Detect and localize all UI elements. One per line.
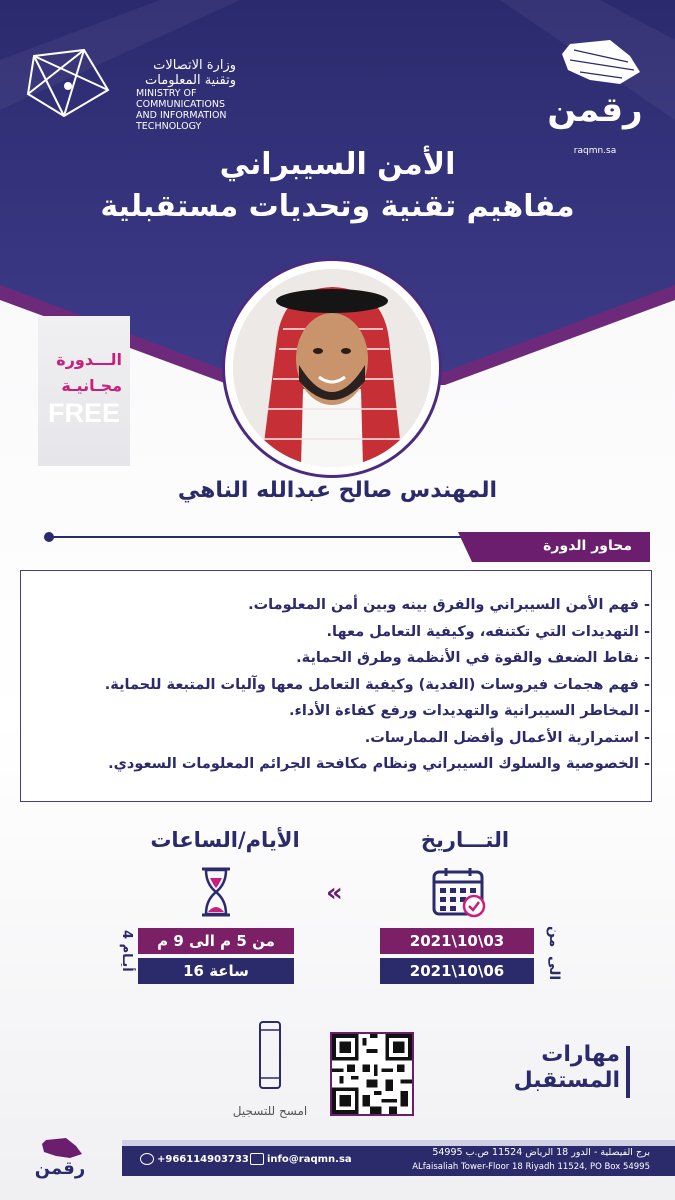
ministry-logo	[24, 46, 284, 132]
raqmn-site: raqmn.sa	[573, 146, 617, 156]
days-count-label: 4 أيـام	[119, 930, 134, 972]
raqmn-footer-wordmark: رقمن	[34, 1158, 86, 1179]
days-hours-heading: الأيام/الساعات	[150, 828, 300, 852]
slogan-bar	[626, 1046, 630, 1098]
date-to-pill: 2021\10\06	[380, 958, 534, 984]
free-badge-line2: مجـانيـة	[61, 376, 122, 395]
registration-qr-code[interactable]	[330, 1032, 414, 1116]
date-to-label: الى	[546, 956, 562, 981]
speaker-name: المهندس صالح عبدالله الناهي	[177, 478, 498, 503]
ministry-name-ar-2: وتقنية المعلومات	[145, 73, 236, 88]
free-badge	[38, 316, 130, 466]
mobile-phone-icon	[258, 1020, 282, 1090]
topic-item: - استمرارية الأعمال وأفضل الممارسات.	[364, 729, 650, 746]
slogan	[510, 1042, 620, 1094]
saudi-map-icon	[30, 1136, 90, 1160]
qr-code-icon	[332, 1034, 412, 1114]
date-heading: التـــاريخ	[420, 828, 510, 852]
date-from-label: من	[546, 926, 562, 948]
course-topics-heading: محاور الدورة	[472, 532, 650, 562]
calendar-icon	[432, 866, 488, 918]
free-badge-line3: FREE	[47, 398, 120, 428]
speaker-photo	[233, 269, 431, 467]
hourglass-icon	[198, 866, 234, 918]
course-topics-list	[30, 592, 650, 778]
ministry-name-ar-1: وزارة الاتصالات	[153, 58, 236, 73]
course-title: الأمن السيبراني	[219, 147, 456, 182]
raqmn-footer-logo	[30, 1136, 90, 1186]
saudi-map-icon	[540, 34, 650, 90]
time-range-pill: من 5 م الى 9 م	[138, 928, 294, 954]
speaker-photo-frame	[222, 258, 442, 478]
free-badge-line1: الـــدورة	[56, 350, 122, 369]
raqmn-logo	[540, 34, 650, 156]
topic-item: - الخصوصية والسلوك السيبراني ونظام مكافحة الجرائم المعلومات السعودي.	[108, 756, 650, 772]
topic-item: - نقاط الضعف والقوة في الأنظمة وطرق الحماية.	[296, 650, 650, 666]
course-subtitle: مفاهيم تقنية وتحديات مستقبلية	[100, 189, 575, 224]
topic-item: - المخاطر السيبرانية والتهديدات ورفع كفاءة الأداء.	[289, 703, 650, 719]
date-from-pill: 2021\10\03	[380, 928, 534, 954]
ministry-emblem-icon	[24, 46, 116, 122]
raqmn-wordmark: رقمن	[547, 90, 643, 130]
topic-item: - التهديدات التي تكتنفه، وكيفية التعامل معها.	[326, 623, 650, 640]
total-hours-pill: 16 ساعة	[138, 958, 294, 984]
topic-item: - فهم هجمات فيروسات (الفدية) وكيفية التعامل معها وآليات المتبعة للحماية.	[104, 676, 650, 693]
double-chevron-icon: «	[326, 878, 343, 908]
scan-to-register-text: امسح للتسجيل	[232, 1104, 308, 1118]
ministry-name-en-2: AND INFORMATION TECHNOLOGY	[136, 110, 227, 132]
mail-icon	[250, 1153, 264, 1165]
ministry-name-en-1: MINISTRY OF COMMUNICATIONS	[136, 88, 225, 110]
slogan-line1: مهارات	[541, 1042, 620, 1067]
topic-item: - فهم الأمن السيبراني والفرق بينه وبين أمن المعلومات.	[248, 597, 650, 613]
address-en: ALfaisaliah Tower-Floor 18 Riyadh 11524, PO Box 54995	[412, 1162, 650, 1172]
slogan-line2: المستقبل	[513, 1068, 620, 1093]
email-text: info@raqmn.sa	[267, 1154, 352, 1165]
phone-icon	[140, 1153, 154, 1165]
address-ar: برج الفيصلية - الدور 18 الرياض 11524 ص.ب 54995	[432, 1147, 650, 1158]
email-contact[interactable]	[250, 1153, 352, 1165]
phone-contact[interactable]	[140, 1153, 249, 1165]
phone-text: +966114903733	[157, 1154, 249, 1165]
